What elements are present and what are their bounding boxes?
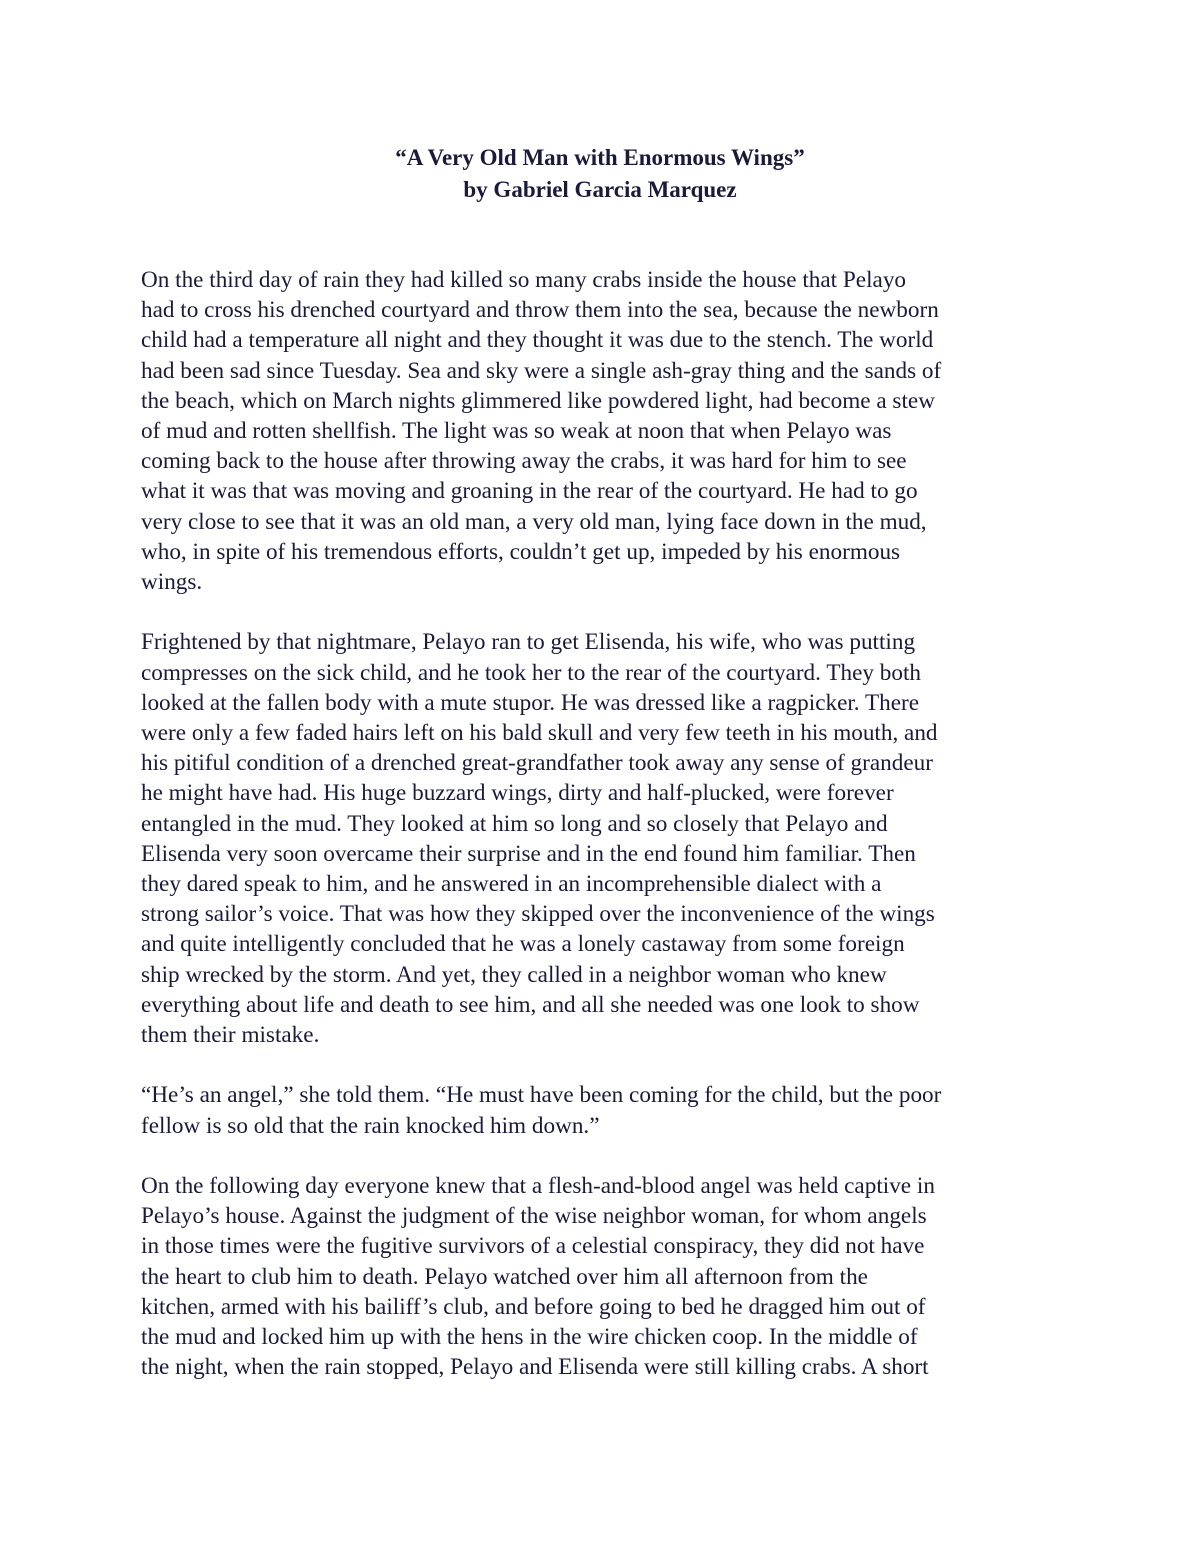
text-line: ship wrecked by the storm. And yet, they called in a neighbor woman who knew [141, 961, 887, 988]
text-line: everything about life and death to see him, and all she needed was one look to show [141, 991, 920, 1018]
text-line: entangled in the mud. They looked at him so long and so closely that Pelayo and [141, 810, 888, 837]
paragraph-gap [141, 1141, 1071, 1171]
text-line: in those times were the fugitive survivors of a celestial conspiracy, they did not have [141, 1233, 925, 1260]
paragraph [141, 627, 1071, 1050]
text-line: they dared speak to him, and he answered in an incomprehensible dialect with a [141, 871, 882, 898]
paragraph [141, 1080, 1071, 1140]
story-title: “A Very Old Man with Enormous Wings” [395, 145, 805, 170]
text-line: child had a temperature all night and they thought it was due to the stench. The world [141, 327, 934, 354]
paragraph [141, 265, 1071, 597]
text-line: wings. [141, 569, 203, 596]
paragraph [141, 1171, 1071, 1382]
text-line: of mud and rotten shellfish. The light was so weak at noon that when Pelayo was [141, 418, 892, 445]
text-line: who, in spite of his tremendous efforts, couldn’t get up, impeded by his enormous [141, 538, 901, 565]
story-body [141, 265, 1071, 1382]
text-line: what it was that was moving and groaning in the rear of the courtyard. He had to go [141, 478, 918, 505]
text-line: were only a few faded hairs left on his bald skull and very few teeth in his mouth, and [141, 720, 938, 747]
text-line: strong sailor’s voice. That was how they skipped over the inconvenience of the wings [141, 901, 935, 928]
text-line: he might have had. His huge buzzard wings, dirty and half-plucked, were forever [141, 780, 894, 807]
text-line: looked at the fallen body with a mute stupor. He was dressed like a ragpicker. There [141, 689, 920, 716]
text-line: On the third day of rain they had killed so many crabs inside the house that Pelayo [141, 267, 907, 293]
text-line: very close to see that it was an old man, a very old man, lying face down in the mud, [141, 508, 927, 535]
text-line: coming back to the house after throwing away the crabs, it was hard for him to see [141, 448, 907, 475]
text-line: the mud and locked him up with the hens in the wire chicken coop. In the middle of [141, 1324, 918, 1351]
text-line: and quite intelligently concluded that he was a lonely castaway from some foreign [141, 931, 905, 958]
text-line: the beach, which on March nights glimmered like powdered light, had become a stew [141, 387, 935, 414]
text-line: Frightened by that nightmare, Pelayo ran to get Elisenda, his wife, who was putting [141, 629, 916, 656]
paragraph-gap [141, 1050, 1071, 1080]
text-line: had been sad since Tuesday. Sea and sky were a single ash-gray thing and the sands of [141, 357, 942, 384]
author-line: by Gabriel Garcia Marquez [463, 177, 737, 202]
text-line: had to cross his drenched courtyard and throw them into the sea, because the newborn [141, 297, 939, 324]
paragraph-gap [141, 597, 1071, 627]
text-line: fellow is so old that the rain knocked him down.” [141, 1112, 600, 1139]
title-block [0, 142, 1200, 206]
text-line: Elisenda very soon overcame their surprise and in the end found him familiar. Then [141, 840, 916, 867]
text-line: kitchen, armed with his bailiff’s club, and before going to bed he dragged him out of [141, 1293, 926, 1320]
text-line: Pelayo’s house. Against the judgment of the wise neighbor woman, for whom angels [141, 1203, 927, 1230]
text-line: his pitiful condition of a drenched great-grandfather took away any sense of grandeur [141, 750, 933, 777]
text-line: On the following day everyone knew that a flesh-and-blood angel was held captive in [141, 1173, 935, 1200]
text-line: the night, when the rain stopped, Pelayo and Elisenda were still killing crabs. A short [141, 1354, 929, 1381]
text-line: “He’s an angel,” she told them. “He must have been coming for the child, but the poor [141, 1082, 942, 1109]
text-line: them their mistake. [141, 1022, 320, 1049]
text-line: the heart to club him to death. Pelayo watched over him all afternoon from the [141, 1263, 868, 1290]
text-line: compresses on the sick child, and he took her to the rear of the courtyard. They both [141, 659, 921, 686]
